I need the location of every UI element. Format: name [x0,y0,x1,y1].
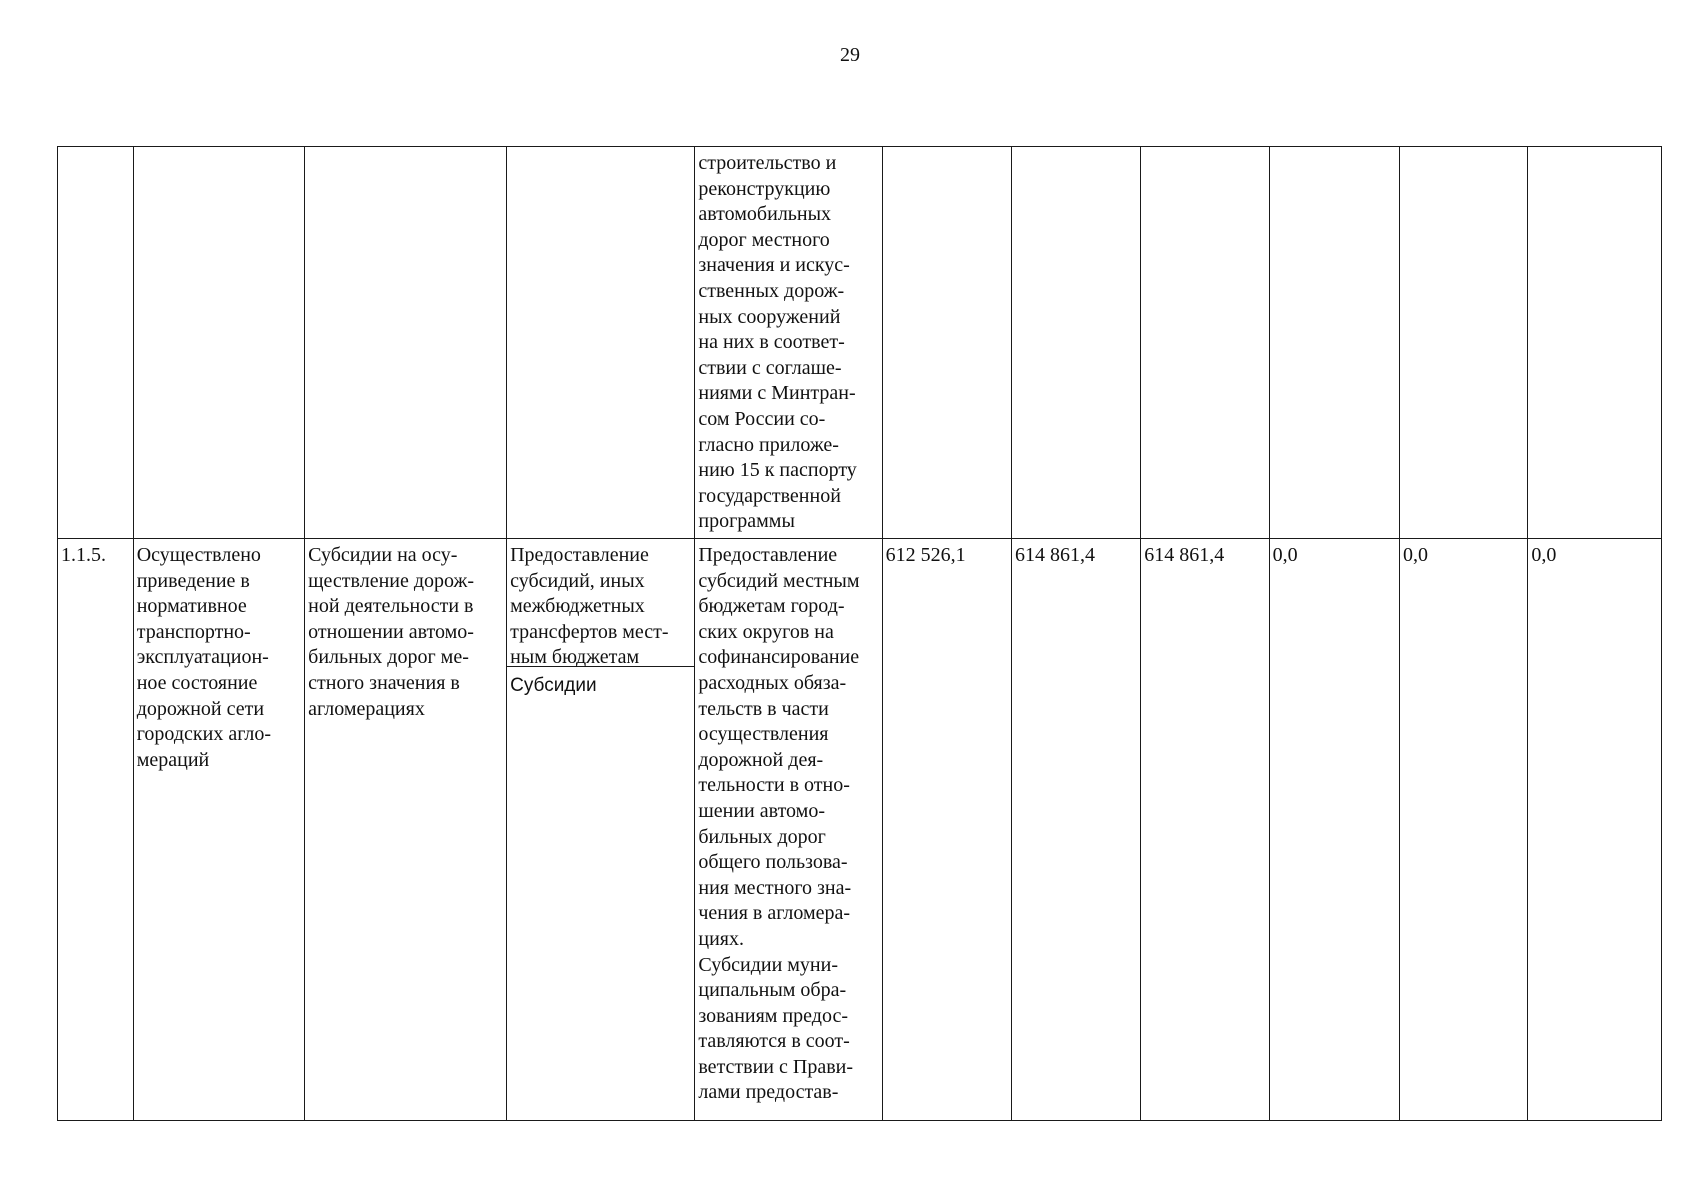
cell-value-4 [1269,147,1399,539]
cell-expense-direction [305,539,507,1121]
cell-mechanism [507,539,695,1121]
cell-description [695,147,882,539]
cell-mechanism [507,147,695,539]
cell-value-1 [882,539,1011,1121]
value-3: 614 861,4 [1144,544,1225,566]
cell-expense-direction [305,147,507,539]
page-number: 29 [840,44,860,66]
cell-value-2 [1011,539,1140,1121]
value-4: 0,0 [1272,544,1298,566]
value-6: 0,0 [1531,544,1557,566]
mechanism-type-text: Субсидии [510,675,597,696]
cell-value-5 [1400,147,1528,539]
row-number: 1.1.5. [61,544,106,566]
cell-value-5 [1400,539,1528,1121]
mechanism-text: Предоставление субсидий, иных межбюджетных трансфертов мест- ным бюджетам [507,539,694,667]
result-text: Осуществлено приведение в нормативное транспортно- эксплуатацион- ное состояние дорожной сети городских агло- мераций [136,544,272,771]
cell-value-3 [1141,147,1269,539]
value-5: 0,0 [1403,544,1429,566]
value-2: 614 861,4 [1014,544,1095,566]
cell-value-6 [1528,539,1662,1121]
cell-result [133,539,304,1121]
table-row-1-1-5 [58,539,1662,1121]
cell-value-4 [1269,539,1399,1121]
cell-result [133,147,304,539]
description-text: строительство и реконструкцию автомобильных дорог местного значения и искус- ственных дорож- ных сооружений на них в соответ- ствии с соглаше- ниями с Минтран- сом России со- гласно приложе- нию 15 к паспорту государственной программы [698,152,857,533]
program-table [57,146,1662,1121]
cell-value-2 [1011,147,1140,539]
cell-value-3 [1141,539,1269,1121]
cell-number [58,539,134,1121]
value-1: 612 526,1 [885,544,966,566]
cell-value-6 [1528,147,1662,539]
cell-description [695,539,882,1121]
table-row-continuation [58,147,1662,539]
cell-number [58,147,134,539]
expense-direction-text: Субсидии на осу- ществление дорож- ной деятельности в отношении автомо- бильных дорог ме- стного значения в агломерациях [308,544,475,720]
description-text: Предоставление субсидий местным бюджетам город- ских округов на софинансирование расходных обяза- тельств в части осуществления дорожной дея- тельности в отно- шении автомо- бильных дорог общего пользова- ния местного зна- чения в агломера- циях. Субсидии муни- ципальным обра- зованиям предос- тавляются в соот- ветствии с Прави- лами предостав- [698,544,860,1104]
cell-value-1 [882,147,1011,539]
